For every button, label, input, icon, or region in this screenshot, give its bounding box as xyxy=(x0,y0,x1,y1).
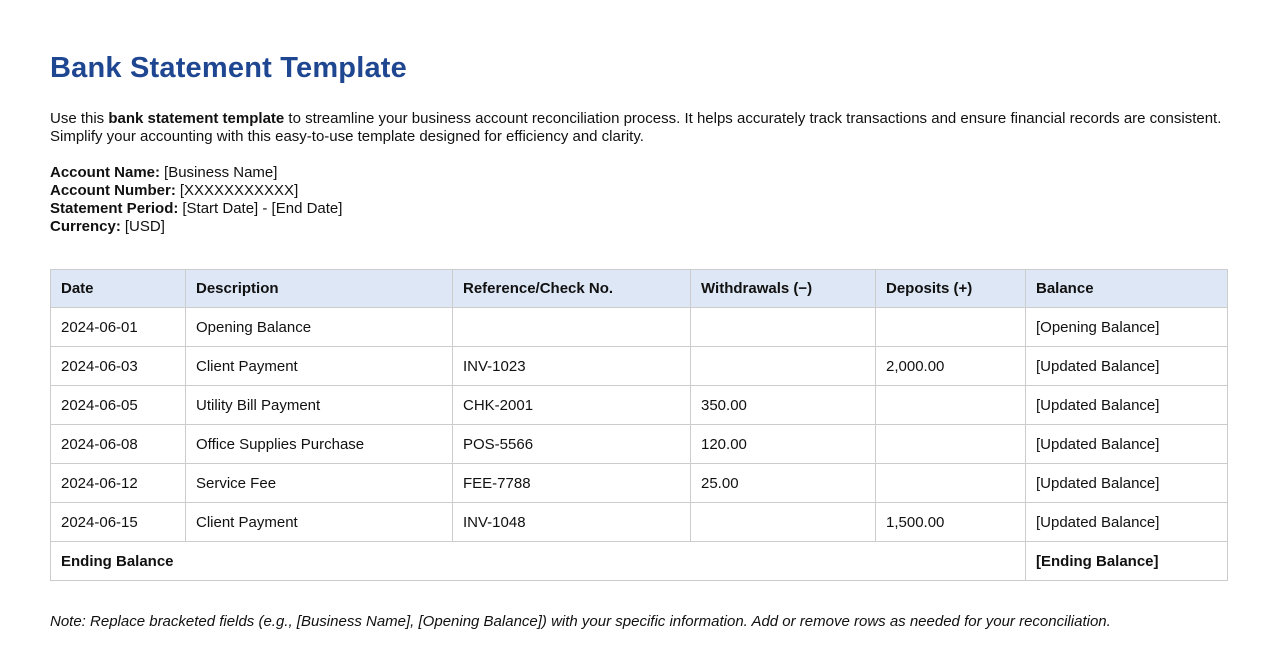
page-title: Bank Statement Template xyxy=(50,52,407,84)
table-footer xyxy=(51,542,1228,581)
cell-date: 2024-06-12 xyxy=(51,464,186,503)
cell-balance: [Updated Balance] xyxy=(1026,386,1228,425)
cell-deposit xyxy=(876,386,1026,425)
cell-description: Client Payment xyxy=(186,347,453,386)
statement-period-line xyxy=(50,200,1228,218)
cell-description: Client Payment xyxy=(186,503,453,542)
account-name-label: Account Name: xyxy=(50,164,161,181)
table-row xyxy=(51,503,1228,542)
account-number-line xyxy=(50,182,1228,200)
intro-paragraph xyxy=(50,110,1228,146)
currency-line xyxy=(50,218,1228,236)
header-withdrawals: Withdrawals (−) xyxy=(691,270,876,308)
cell-withdrawal xyxy=(691,503,876,542)
intro-text-pre: Use this xyxy=(50,110,109,127)
account-name-line xyxy=(50,164,1228,182)
cell-balance: [Updated Balance] xyxy=(1026,347,1228,386)
cell-reference: CHK-2001 xyxy=(453,386,691,425)
cell-reference xyxy=(453,308,691,347)
cell-withdrawal xyxy=(691,308,876,347)
cell-deposit: 1,500.00 xyxy=(876,503,1026,542)
account-name-value: [Business Name] xyxy=(164,164,278,181)
cell-reference: FEE-7788 xyxy=(453,464,691,503)
cell-withdrawal: 350.00 xyxy=(691,386,876,425)
cell-balance: [Updated Balance] xyxy=(1026,425,1228,464)
currency-label: Currency: xyxy=(50,218,121,235)
header-row xyxy=(51,270,1228,308)
ending-balance-label: Ending Balance xyxy=(51,542,1026,581)
cell-deposit xyxy=(876,425,1026,464)
statement-period-value: [Start Date] - [End Date] xyxy=(182,200,343,217)
cell-deposit xyxy=(876,308,1026,347)
statement-table xyxy=(50,269,1228,581)
account-number-value: [XXXXXXXXXXX] xyxy=(179,182,299,199)
cell-reference: INV-1048 xyxy=(453,503,691,542)
cell-deposit xyxy=(876,464,1026,503)
cell-description: Opening Balance xyxy=(186,308,453,347)
account-info-block xyxy=(50,164,1228,236)
cell-date: 2024-06-01 xyxy=(51,308,186,347)
table-body xyxy=(51,308,1228,542)
cell-description: Service Fee xyxy=(186,464,453,503)
header-description: Description xyxy=(186,270,453,308)
intro-text-bold: bank statement template xyxy=(108,110,285,127)
cell-withdrawal: 25.00 xyxy=(691,464,876,503)
cell-date: 2024-06-03 xyxy=(51,347,186,386)
table-row xyxy=(51,464,1228,503)
account-number-label: Account Number: xyxy=(50,182,176,199)
cell-date: 2024-06-05 xyxy=(51,386,186,425)
cell-description: Utility Bill Payment xyxy=(186,386,453,425)
cell-balance: [Updated Balance] xyxy=(1026,503,1228,542)
cell-withdrawal: 120.00 xyxy=(691,425,876,464)
cell-date: 2024-06-15 xyxy=(51,503,186,542)
footer-note: Note: Replace bracketed fields (e.g., [Business Name], [Opening Balance]) with your specific information. Add or remove rows as needed for your reconciliation. xyxy=(50,613,1111,630)
cell-balance: [Opening Balance] xyxy=(1026,308,1228,347)
statement-period-label: Statement Period: xyxy=(50,200,179,217)
currency-value: [USD] xyxy=(124,218,165,235)
header-reference: Reference/Check No. xyxy=(453,270,691,308)
table-row xyxy=(51,425,1228,464)
cell-withdrawal xyxy=(691,347,876,386)
intro-text-post: to streamline your business account reconciliation process. It helps accurately track transactions and ensure financial records are consistent. Simplify your accounting with this easy-to-use template designed for efficiency and clarity. xyxy=(50,110,1222,145)
cell-deposit: 2,000.00 xyxy=(876,347,1026,386)
cell-reference: INV-1023 xyxy=(453,347,691,386)
ending-balance-value: [Ending Balance] xyxy=(1026,542,1228,581)
cell-balance: [Updated Balance] xyxy=(1026,464,1228,503)
table-row xyxy=(51,386,1228,425)
table-row xyxy=(51,347,1228,386)
cell-date: 2024-06-08 xyxy=(51,425,186,464)
table-header xyxy=(51,270,1228,308)
table-row xyxy=(51,308,1228,347)
cell-description: Office Supplies Purchase xyxy=(186,425,453,464)
cell-reference: POS-5566 xyxy=(453,425,691,464)
ending-balance-row xyxy=(51,542,1228,581)
header-date: Date xyxy=(51,270,186,308)
header-deposits: Deposits (+) xyxy=(876,270,1026,308)
header-balance: Balance xyxy=(1026,270,1228,308)
